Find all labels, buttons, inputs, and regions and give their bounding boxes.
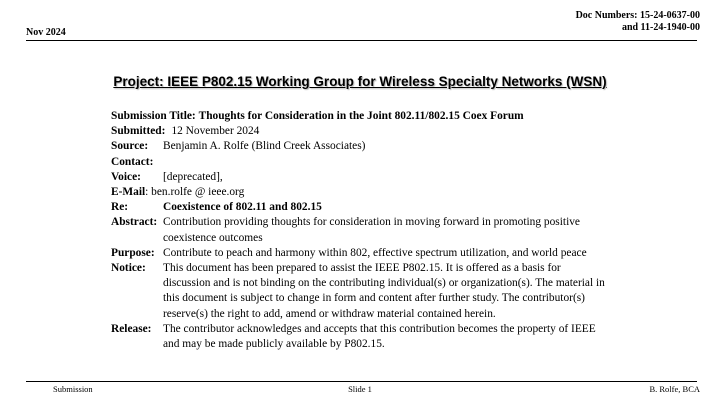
submission-title-row	[111, 109, 611, 124]
header-divider	[26, 40, 697, 41]
email-label: E-Mail	[111, 186, 146, 199]
release-value: The contributor acknowledges and accepts that this contribution becomes the property of IEEE and may be made publicly available by P802.15.	[163, 322, 596, 351]
doc-numbers-line2: and 11-24-1940-00	[621, 22, 700, 33]
re-value: Coexistence of 802.11 and 802.15	[163, 201, 322, 214]
doc-numbers	[576, 10, 700, 34]
voice-row	[111, 170, 611, 185]
voice-value: [deprecated],	[163, 170, 223, 183]
submission-details	[111, 109, 611, 352]
release-label: Release:	[111, 322, 152, 335]
source-row	[111, 139, 611, 154]
submission-title-label: Submission Title:	[111, 110, 196, 122]
notice-value: This document has been prepared to assist the IEEE P802.15. It is offered as a basis for discussion and is not binding on the contributing individual(s) or organization(s). The material in this document is subject to change in form and content after further study. The contributor(s) reserve(s) the right to add, amend or withdraw material contained herein.	[163, 262, 605, 320]
notice-label: Notice:	[111, 262, 146, 275]
abstract-label: Abstract:	[111, 216, 158, 229]
notice-row	[111, 261, 611, 322]
purpose-value: Contribute to peach and harmony within 802, effective spectrum utilization, and world peace	[163, 246, 587, 259]
purpose-row	[111, 246, 611, 261]
email-row	[111, 185, 611, 200]
footer-submission: Submission	[53, 384, 93, 394]
submitted-row	[111, 124, 611, 139]
release-row	[111, 322, 611, 352]
submitted-label: Submitted:	[111, 125, 166, 138]
re-label: Re:	[111, 201, 129, 214]
footer-author: B. Rolfe, BCA	[649, 384, 700, 394]
page-title: Project: IEEE P802.15 Working Group for Wireless Specialty Networks (WSN)	[113, 74, 607, 89]
source-value: Benjamin A. Rolfe (Blind Creek Associates)	[163, 140, 366, 153]
email-value: : ben.rolfe @ ieee.org	[145, 186, 245, 199]
source-label: Source:	[111, 140, 149, 153]
contact-label: Contact:	[111, 155, 154, 168]
voice-label: Voice:	[111, 170, 141, 183]
re-row	[111, 200, 611, 215]
submitted-value: 12 November 2024	[171, 125, 260, 138]
header-date: Nov 2024	[26, 27, 66, 38]
submission-title-value: Thoughts for Consideration in the Joint 802.11/802.15 Coex Forum	[198, 110, 524, 122]
abstract-value: Contribution providing thoughts for consideration in moving forward in promoting positive coexistence outcomes	[163, 216, 580, 244]
purpose-label: Purpose:	[111, 246, 155, 259]
slide-number: Slide 1	[348, 384, 372, 394]
contact-row	[111, 155, 611, 170]
doc-numbers-line1: Doc Numbers: 15-24-0637-00	[575, 10, 700, 21]
footer-divider	[26, 381, 697, 382]
abstract-row	[111, 215, 611, 245]
